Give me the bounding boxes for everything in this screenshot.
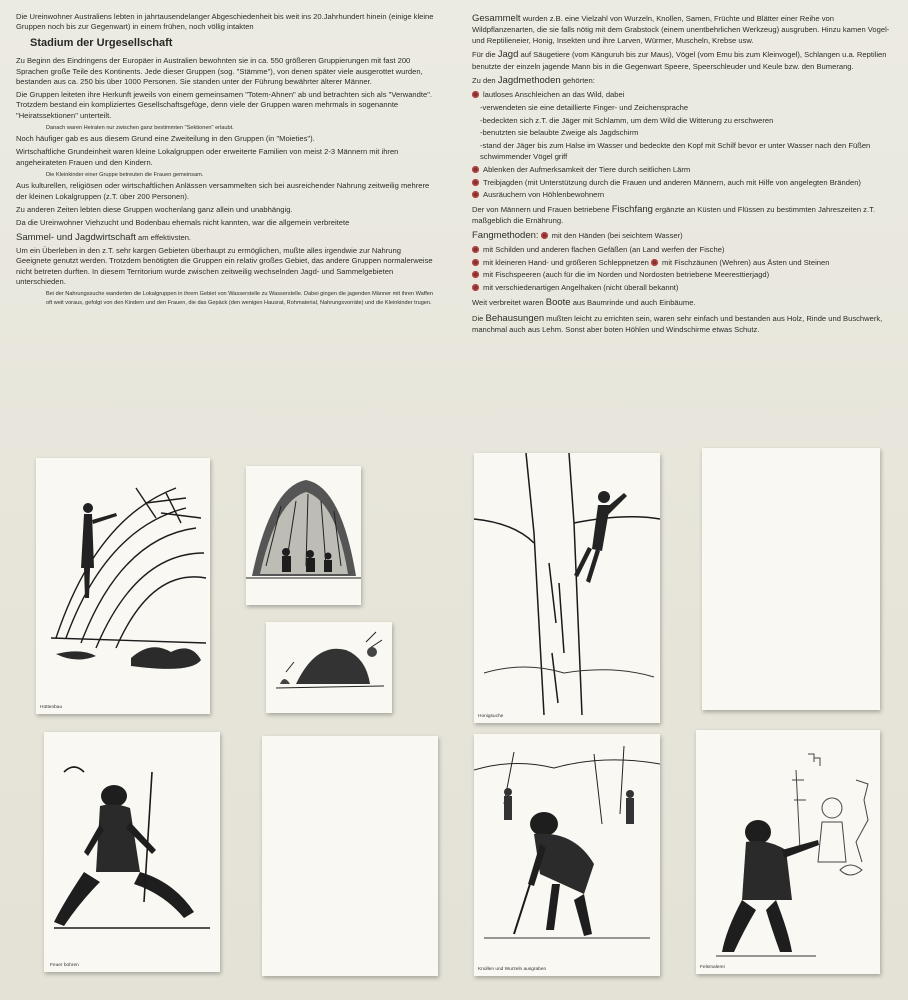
list-item: Ablenken der Aufmerksamkeit der Tiere durch seitlichen Lärm bbox=[472, 165, 890, 175]
image-caption: Honigsuche bbox=[478, 714, 504, 719]
digging-roots-illustration bbox=[474, 734, 660, 976]
emphasis-term: Sammel- und Jagdwirtschaft bbox=[16, 231, 136, 243]
bullet-icon bbox=[472, 284, 479, 291]
paragraph: Um ein Überleben in den z.T. sehr kargen Gebieten überhaupt zu ermöglichen, mußte alles irgendwie zur Nahrung Geeignete genutzt werden. Trotzdem benötigten die Gruppen ein relativ großes Gebiet, das andere Gruppen normalerweise nicht betreten durften. In diesem Territorium wurde zwischen zeitweilig wechselnden Jagd- und Sammelgebieten unterschieden. bbox=[16, 246, 433, 287]
emphasis-term: Fangmethoden: bbox=[472, 230, 539, 242]
bullet-icon bbox=[541, 232, 548, 239]
honey-search-illustration bbox=[474, 453, 660, 723]
bullet-icon bbox=[472, 179, 479, 186]
list-item: mit kleineren Hand- und größeren Schleppnetzen mit Fischzäunen (Wehren) aus Ästen und Steinen bbox=[472, 258, 890, 268]
emphasis-term: Jagdmethoden bbox=[497, 75, 561, 87]
illustration-card-fire-drilling bbox=[44, 732, 220, 972]
intro-text: Die Ureinwohner Australiens lebten in jahrtausendelanger Abgeschiedenheit bis weit ins 20.Jahrhundert hinein (einige kleine Gruppen noch bis zur Gegenwart) in einem frühen, noch völlig intakten bbox=[16, 12, 434, 32]
image-caption: Knollen und Wurzeln ausgraben bbox=[478, 967, 547, 972]
illustration-card-shelter bbox=[246, 466, 361, 605]
paragraph: Zu den Jagdmethoden gehörten: bbox=[472, 75, 595, 87]
illustration-card-hut-building bbox=[36, 458, 210, 714]
illustration-card-honey-search bbox=[474, 453, 660, 723]
paragraph: Die Behausungen mußten leicht zu errichten sein, waren sehr einfach und bestanden aus Holz, Rinde und Buschwerk, manchmal auch aus Lehm. Sonst aber boten Höhlen und Windschirme etwas Schutz. bbox=[472, 312, 883, 334]
emphasis-term: Gesammelt bbox=[472, 13, 521, 24]
fire-drilling-illustration bbox=[44, 732, 220, 972]
list-item: lautloses Anschleichen an das Wild, dabei bbox=[472, 90, 890, 100]
paragraph: Sammel- und Jagdwirtschaft am effektivsten. bbox=[16, 231, 192, 243]
image-caption: Hüttenbau bbox=[40, 705, 63, 710]
sub-item: -verwendeten sie eine detaillierte Finger- und Zeichensprache bbox=[480, 102, 689, 112]
shelter-illustration bbox=[246, 466, 361, 605]
illustration-card-blank bbox=[702, 448, 880, 710]
illustration-card-blank bbox=[262, 736, 438, 976]
note-text: Die Kleinkinder einer Gruppe betreuten die Frauen gemeinsam. bbox=[46, 171, 204, 178]
bullet-icon bbox=[472, 91, 479, 98]
illustration-card-digging-roots bbox=[474, 734, 660, 976]
image-caption: Feuer bohren bbox=[50, 963, 79, 968]
paragraph: Zu anderen Zeiten lebten diese Gruppen wochenlang ganz allein und unabhängig. bbox=[16, 204, 293, 214]
left-text-column bbox=[16, 12, 436, 309]
bullet-icon bbox=[472, 191, 479, 198]
bullet-icon bbox=[651, 259, 658, 266]
paragraph: Die Gruppen leiteten ihre Herkunft jeweils von einem gemeinsamen "Totem-Ahnen" ab und betrachten sich als "Verwandte". Trotzdem bestand ein kompliziertes Gesellschaftsgefüge, denn viele der Gruppen waren mehrmals in sogenannte "Heiratssektionen" unterteilt. bbox=[16, 89, 433, 120]
list-item: mit Schilden und anderen flachen Gefäßen (an Land werfen der Fische) bbox=[472, 245, 890, 255]
sub-item: -benutzten sie belaubte Zweige als Jagdschirm bbox=[480, 128, 639, 138]
image-caption: Felsmalerei bbox=[700, 965, 725, 970]
paragraph: Der von Männern und Frauen betriebene Fischfang ergänzte an Küsten und Flüssen zu bestimmten Jahreszeiten z.T. maßgeblich die Ernährung. bbox=[472, 204, 875, 226]
paragraph: Noch häufiger gab es aus diesem Grund eine Zweiteilung in den Gruppen (in "Moieties"). bbox=[16, 134, 315, 144]
paragraph: Aus kulturellen, religiösen oder wirtschaftlichen Anlässen versammelten sich bei ausreichender Nahrung zeitweilig mehrere der kleinen Lokalgruppen (z.T. über 200 Personen). bbox=[16, 181, 430, 201]
emphasis-term: Jagd bbox=[497, 49, 519, 61]
illustration-card-camp bbox=[266, 622, 392, 713]
paragraph: Für die Jagd auf Säugetiere (vom Känguruh bis zur Maus), Vögel (vom Emu bis zum Kleinvogel), Schlangen u.a. Reptilien benutzte der einzeln jagende Mann bis in die Gegenwart Speere, Speerschleuder und Keule bzw. den Bumerang. bbox=[472, 49, 887, 71]
paragraph: Fangmethoden: mit den Händen (bei seichtem Wasser) bbox=[472, 230, 683, 242]
paragraph: Zu Beginn des Eindringens der Europäer in Australien bewohnten sie in ca. 550 größeren Gruppierungen mit fast 200 Sprachen große Teile des Kontinents. Jede dieser Gruppen (sog. "Stämme"), von denen später viele ausgerottet wurden, bestanden aus ca. 250 bis über 1000 Personen. Sie standen unter der Führung bewährter älterer Männer. bbox=[16, 56, 423, 87]
paragraph: Wirtschaftliche Grundeinheit waren kleine Lokalgruppen oder erweiterte Familien von meist 2-3 Männern mit ihren angeheirateten Frauen und den Kindern. bbox=[16, 147, 399, 167]
list-item: Treibjagden (mit Unterstützung durch die Frauen und anderen Männern, auch mit Hilfe von angelegten Bränden) bbox=[472, 178, 890, 188]
section-heading: Stadium der Urgesellschaft bbox=[30, 36, 173, 49]
emphasis-term: Boote bbox=[545, 297, 571, 309]
right-text-column bbox=[472, 12, 890, 338]
bullet-icon bbox=[472, 246, 479, 253]
illustration-card-rock-painting bbox=[696, 730, 880, 974]
bullet-icon bbox=[472, 166, 479, 173]
bullet-icon bbox=[472, 271, 479, 278]
sub-item: -bedeckten sich z.T. die Jäger mit Schlamm, um dem Wild die Witterung zu erschweren bbox=[480, 115, 774, 125]
hut-building-illustration bbox=[36, 458, 210, 714]
bullet-icon bbox=[472, 259, 479, 266]
paragraph: Da die Ureinwohner Viehzucht und Bodenbau ehemals nicht kannten, war die allgemein verbreitete bbox=[16, 217, 350, 227]
note-text: Danach waren Heiraten nur zwischen ganz bestimmten "Sektionen" erlaubt. bbox=[46, 124, 234, 131]
note-text: Bei der Nahrungssuche wanderten die Lokalgruppen in ihrem Gebiet von Wasserstelle zu Wasserstelle. Dabei gingen die jagenden Männer mit ihren Waffen oft weit voraus, gefolgt von den Kindern und den Frauen, die das Gepäck (den wenigen Hausrat, Rohmaterial, Nahrungsvorräte) und die Kleinkinder trugen. bbox=[46, 291, 434, 306]
emphasis-term: Fischfang bbox=[611, 204, 653, 216]
list-item: Ausräuchern von Höhlenbewohnern bbox=[472, 190, 890, 200]
list-item: mit Fischspeeren (auch für die im Norden und Nordosten betriebene Meeresttierjagd) bbox=[472, 270, 890, 280]
list-item: mit verschiedenartigen Angelhaken (nicht überall bekannt) bbox=[472, 283, 890, 293]
camp-illustration bbox=[266, 622, 392, 713]
sub-item: -stand der Jäger bis zum Halse im Wasser und bedeckte den Kopf mit Schilf bevor er unter Wasser nach den Füßen schwimmender Vögel griff bbox=[480, 141, 871, 161]
paragraph: Gesammelt wurden z.B. eine Vielzahl von Wurzeln, Knollen, Samen, Früchte und Blätter einer Reihe von Wildpflanzenarten, die sie falls nötig mit dem Grabstock (einem unentbehrlichen Werkzeug) ausgruben. Hinzu kamen Vogel- und Reptilieneier, Honig, Insekten und ihre Larven, Würmer, Muscheln, Krebse usw. bbox=[472, 13, 890, 45]
paragraph: Weit verbreitet waren Boote aus Baumrinde und auch Einbäume. bbox=[472, 297, 696, 309]
rock-painting-illustration bbox=[696, 730, 880, 974]
emphasis-term: Behausungen bbox=[485, 312, 545, 324]
